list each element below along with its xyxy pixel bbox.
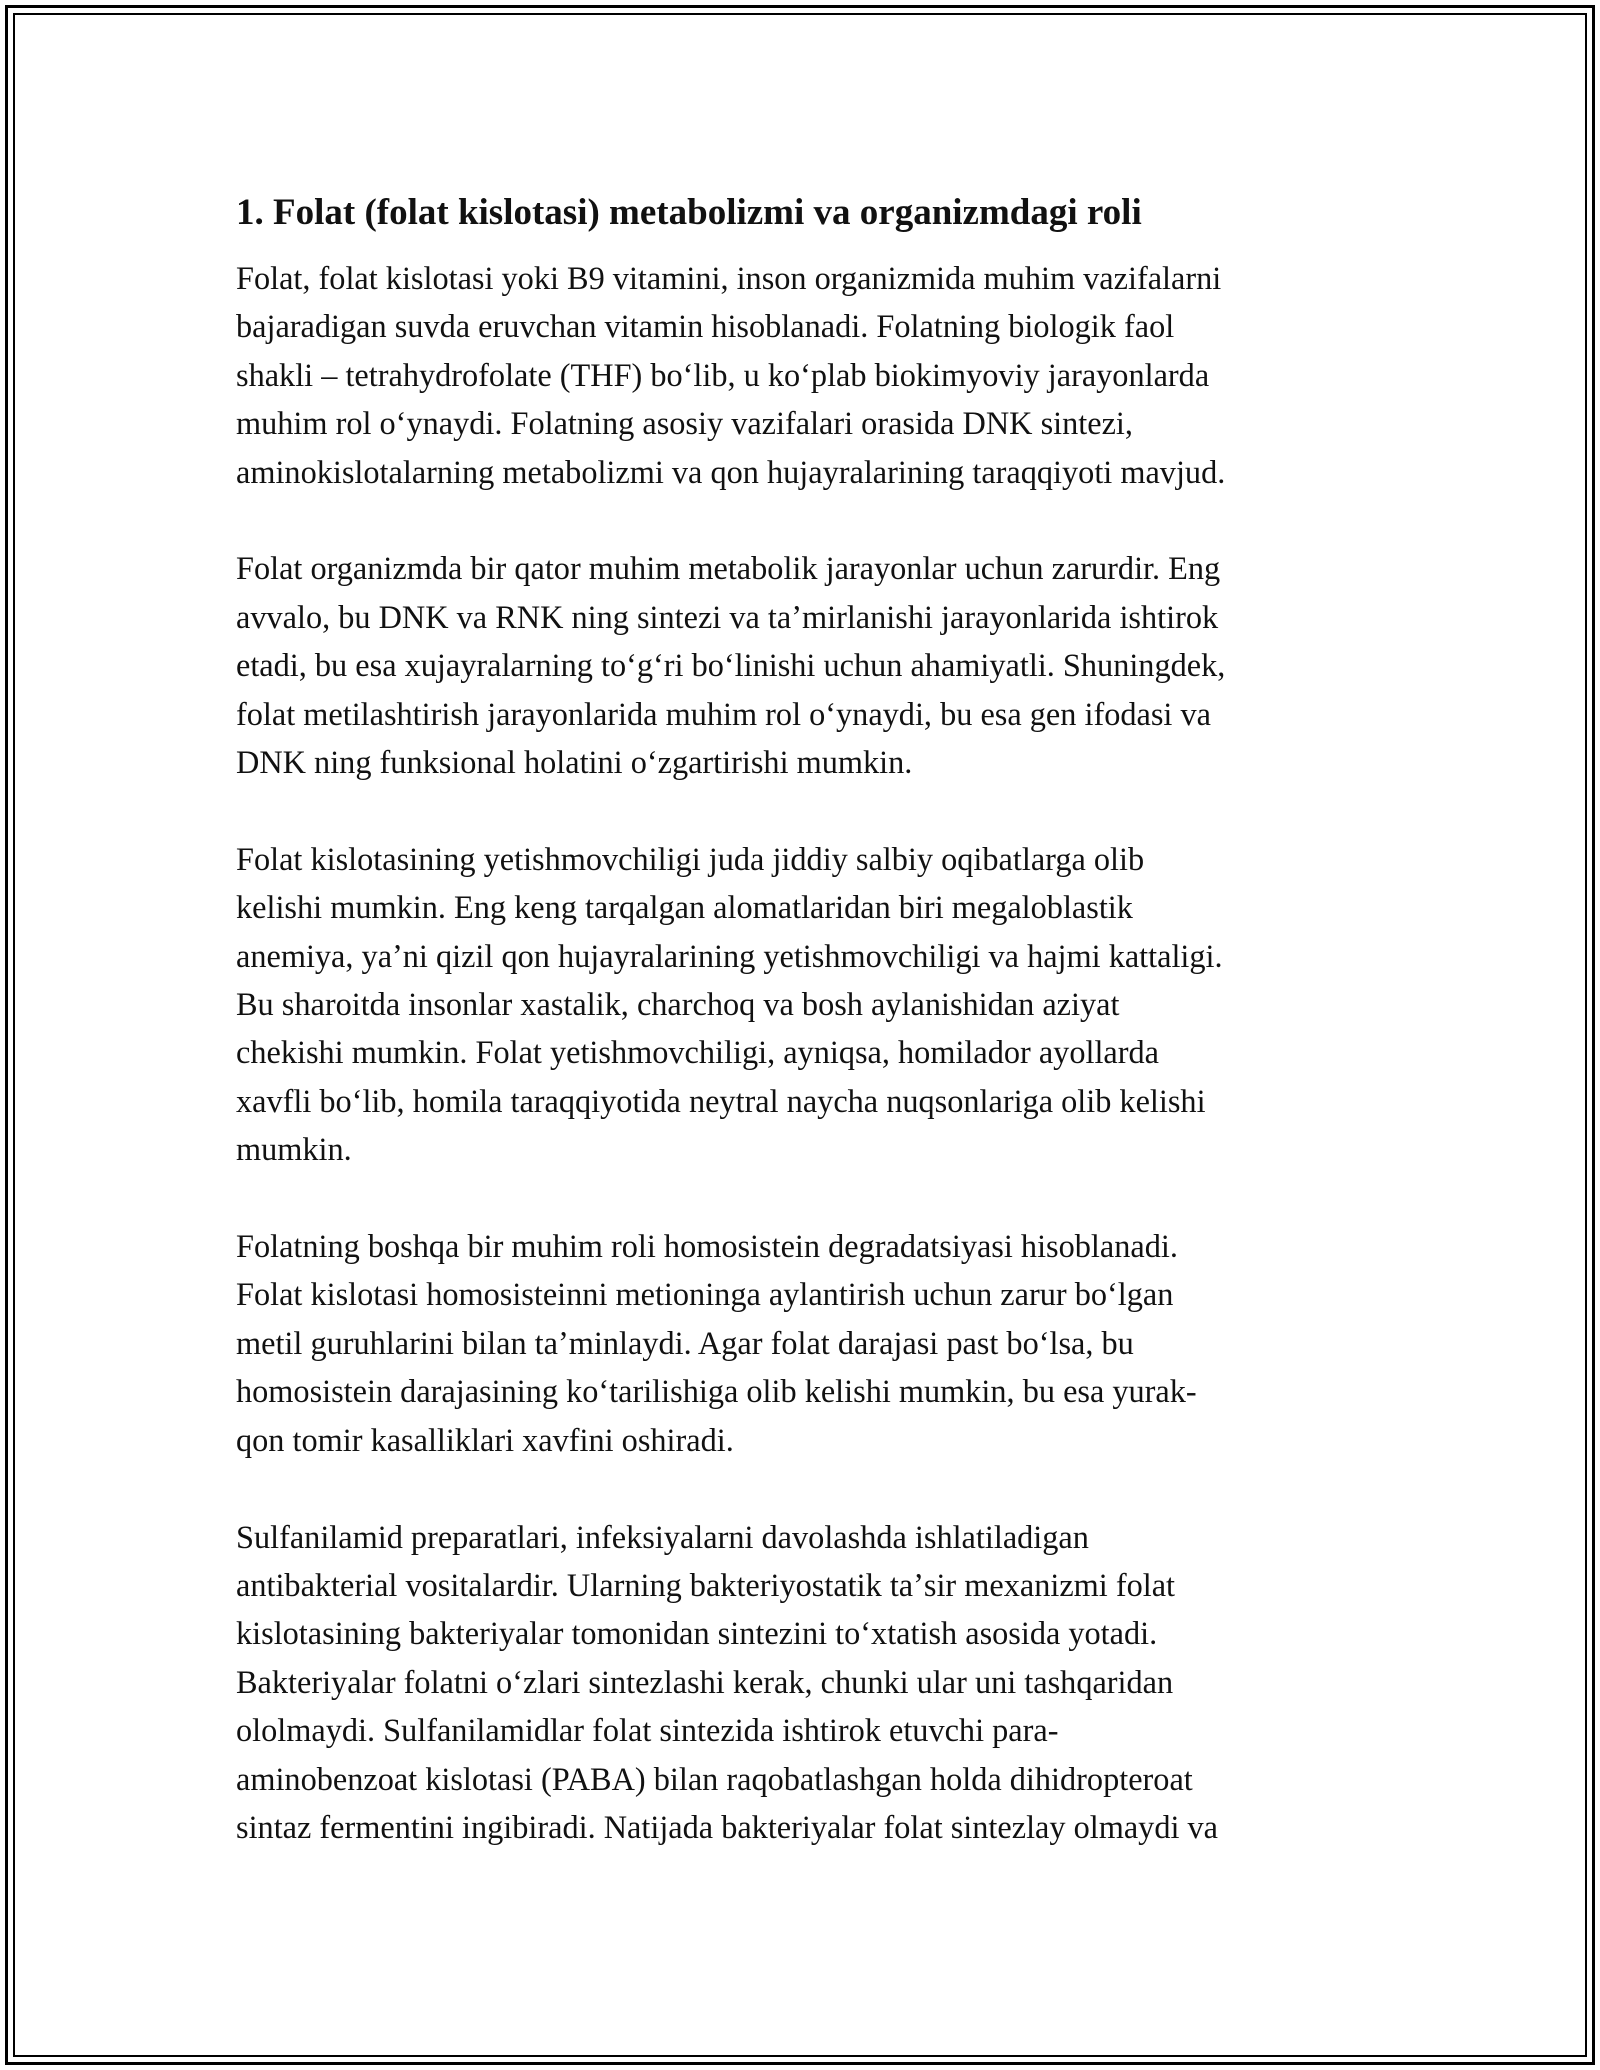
document-body [236, 188, 1376, 1900]
paragraph-metabolic-processes: Folat organizmda bir qator muhim metabolik jarayonlar uchun zarurdir. Eng avvalo, bu DNK va RNK ning sintezi va taʼmirlanishi jarayonlarida ishtirok etadi, bu esa xujayralarning toʻgʻri boʻlinishi uchun ahamiyatli. Shuningdek, folat metilashtirish jarayonlarida muhim rol oʻynaydi, bu esa gen ifodasi va DNK ning funksional holatini oʻzgartirishi mumkin. [236, 550, 1226, 781]
paragraph-sulfanilamide: Sulfanilamid preparatlari, infeksiyalarni davolashda ishlatiladigan antibakterial vositalardir. Ularning bakteriyostatik taʼsir mexanizmi folat kislotasining bakteriyalar tomonidan sintezini toʻxtatish asosida yotadi. Bakteriyalar folatni oʻzlari sintezlashi kerak, chunki ular uni tashqaridan ololmaydi. Sulfanilamidlar folat sintezida ishtirok etuvchi para- aminobenzoat kislotasi (PABA) bilan raqobatlashgan holda dihidropteroat sintaz fermentini ingibiradi. Natijada bakteriyalar folat sintezlay olmaydi va [236, 1518, 1219, 1845]
paragraph-homocysteine: Folatning boshqa bir muhim roli homosistein degradatsiyasi hisoblanadi. Folat kislotasi homosisteinni metioninga aylantirish uchun zarur boʻlgan metil guruhlarini bilan taʼminlaydi. Agar folat darajasi past boʻlsa, bu homosistein darajasining koʻtarilishiga olib kelishi mumkin, bu esa yurak- qon tomir kasalliklari xavfini oshiradi. [236, 1228, 1197, 1458]
section-heading: 1. Folat (folat kislotasi) metabolizmi va organizmdagi roli [236, 192, 1142, 233]
paragraph-deficiency: Folat kislotasining yetishmovchiligi juda jiddiy salbiy oqibatlarga olib kelishi mumkin. Eng keng tarqalgan alomatlaridan biri megaloblastik anemiya, yaʼni qizil qon hujayralarining yetishmovchiligi va hajmi kattaligi. Bu sharoitda insonlar xastalik, charchoq va bosh aylanishidan aziyat chekishi mumkin. Folat yetishmovchiligi, ayniqsa, homilador ayollarda xavfli boʻlib, homila taraqqiyotida neytral naycha nuqsonlariga olib kelishi mumkin. [236, 840, 1223, 1168]
paragraph-folat-intro: Folat, folat kislotasi yoki B9 vitamini, inson organizmida muhim vazifalarni bajaradigan suvda eruvchan vitamin hisoblanadi. Folatning biologik faol shakli – tetrahydrofolate (THF) boʻlib, u koʻplab biokimyoviy jarayonlarda muhim rol oʻynaydi. Folatning asosiy vazifalari orasida DNK sintezi, aminokislotalarning metabolizmi va qon hujayralarining taraqqiyoti mavjud. [236, 260, 1226, 490]
